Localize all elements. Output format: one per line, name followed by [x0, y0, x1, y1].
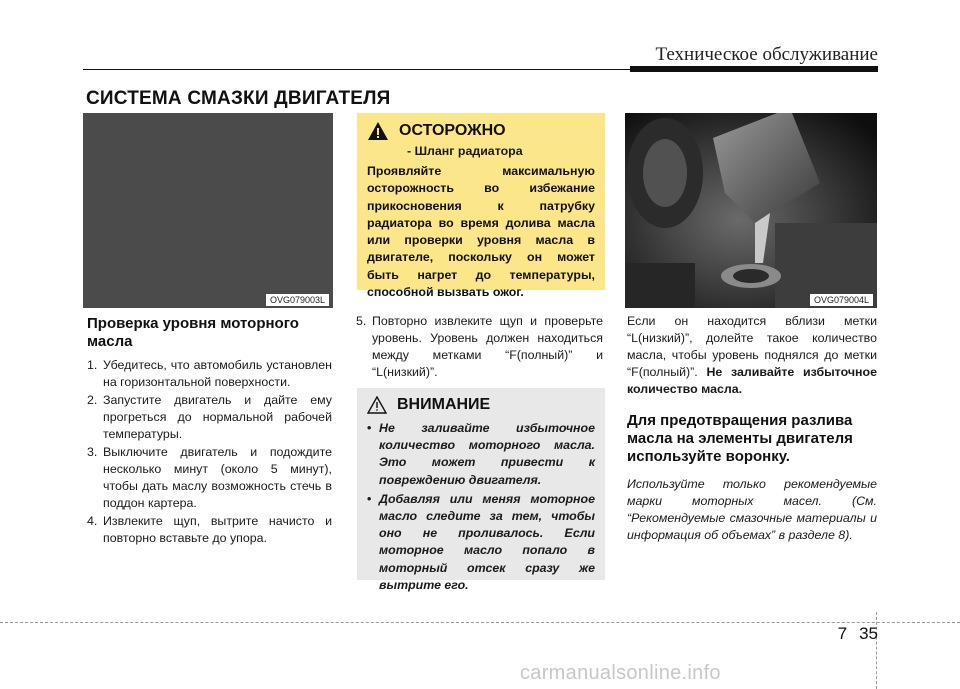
header-rule-accent — [630, 66, 878, 72]
oil-check-steps-cont — [356, 313, 603, 381]
header-title: Техническое обслуживание — [655, 44, 878, 65]
right-figure-caption: OVG079004L — [810, 294, 873, 306]
caution-title-row — [367, 396, 595, 414]
step-text: Повторно извлеките щуп и проверьте уровень. Уровень должен находиться между метками “F(полный)” и “L(низкий)”. — [372, 314, 603, 379]
caution-text: Добавляя или меняя моторное масло следите за тем, чтобы оно не проливалось. Если моторное масло попало в моторный отсек сразу же вытрите его. — [379, 491, 595, 592]
warning-body: Проявляйте максимальную осторожность во избежание прикосновения к патрубку радиатора во время долива масла или проверки уровня масла в двигателе, поскольку он может быть нагрет до температуры, способной вызвать ожог. — [367, 164, 595, 300]
watermark: carmanualsonline.info — [520, 662, 721, 684]
step-number: 5. — [356, 314, 367, 328]
caution-text: Не заливайте избыточное количество моторного масла. Это может привести к повреждению двигателя. — [379, 421, 595, 487]
engine-illustration — [625, 113, 877, 308]
step-text: Выключите двигатель и подождите несколько минут (около 5 минут), чтобы дать маслу возможность стечь в поддон картера. — [103, 445, 332, 510]
warning-title-row — [367, 121, 595, 141]
column-right — [627, 313, 877, 544]
funnel-heading: Для предотвращения разлива масла на элементы двигателя используйте воронку. — [627, 412, 853, 465]
oil-check-steps — [87, 357, 332, 547]
column-left — [87, 313, 332, 548]
warning-title: ОСТОРОЖНО — [399, 122, 506, 139]
dipstick-photo — [83, 113, 333, 308]
caution-list — [367, 420, 595, 594]
list-item: • Добавляя или меняя моторное масло следите за тем, чтобы оно не проливалось. Если моторное масло попало в моторный отсек сразу же вытрите его. — [367, 491, 595, 592]
caution-triangle-icon — [367, 396, 387, 414]
page-number — [838, 624, 878, 644]
section-title: СИСТЕМА СМАЗКИ ДВИГАТЕЛЯ — [86, 88, 391, 109]
overfill-warning-text: Не заливайте избыточное количество масла. — [627, 365, 877, 396]
caution-box — [357, 388, 605, 592]
chapter-number: 7 — [837, 624, 848, 643]
step-text: Запустите двигатель и дайте ему прогреться до нормальной рабочей температуры. — [103, 393, 332, 441]
step-number: 3. — [87, 445, 98, 459]
oil-filling-photo — [625, 113, 877, 308]
warning-triangle-icon — [367, 121, 389, 141]
list-item — [87, 392, 332, 443]
list-item — [87, 513, 332, 547]
left-figure-caption: OVG079003L — [266, 294, 329, 306]
column-middle — [356, 313, 603, 382]
warning-box — [357, 113, 605, 300]
list-item — [87, 357, 332, 391]
step-text: Убедитесь, что автомобиль установлен на горизонтальной поверхности. — [103, 358, 332, 389]
step-text: Извлеките щуп, вытрите начисто и повторно вставьте до упора. — [103, 514, 332, 545]
list-item — [356, 313, 603, 381]
warning-subtitle: - Шланг радиатора — [407, 144, 523, 158]
list-item — [87, 444, 332, 512]
step-number: 1. — [87, 358, 98, 372]
recommended-oil-note: Используйте только рекомендуемые марки моторных масел. (См. “Рекомендуемые смазочные материалы и информация об объемах” в разделе 8). — [627, 477, 877, 542]
list-item: • Не заливайте избыточное количество моторного масла. Это может привести к повреждению двигателя. — [367, 421, 595, 487]
oil-check-heading: Проверка уровня моторного масла — [87, 315, 299, 350]
step-number: 4. — [87, 514, 98, 528]
step-number: 2. — [87, 393, 98, 407]
top-up-paragraph — [627, 313, 877, 398]
footer-rule — [0, 622, 960, 623]
top-up-text: Если он находится вблизи метки “L(низкий)”, долейте такое количество масла, чтобы уровень поднялся до метки “F(полный)”. — [627, 314, 877, 379]
page-number-value: 35 — [859, 624, 878, 643]
caution-title: ВНИМАНИЕ — [397, 396, 491, 413]
